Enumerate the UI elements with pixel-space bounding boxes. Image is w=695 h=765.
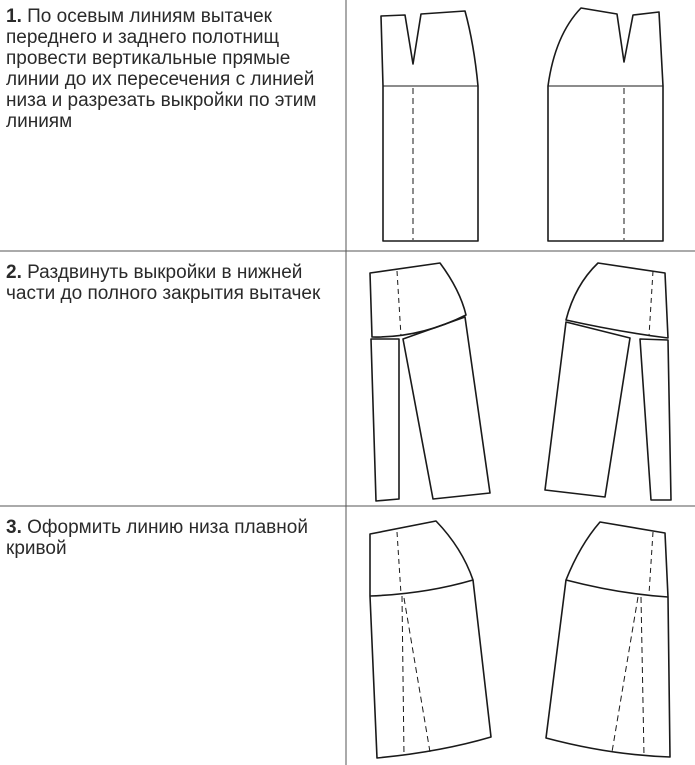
step-1-number: 1. (6, 6, 22, 27)
front-upper-dart-line (397, 271, 401, 336)
back-final-outline (546, 522, 670, 757)
back-final-cut-line-a (612, 597, 638, 752)
step-2-figures (370, 263, 671, 501)
step-2-number: 2. (6, 262, 22, 283)
front-upper-piece (370, 263, 466, 337)
front-final-cut-line-a (402, 596, 404, 756)
front-final-cut-line-b (404, 598, 430, 752)
back-lower-right-strip (640, 339, 671, 500)
front-lower-left-strip (371, 339, 399, 501)
back-panel-outline (548, 8, 663, 241)
step-2-description: Раздвинуть выкройки в нижней части до полного закрытия вытачек (6, 262, 321, 304)
step-3-description: Оформить линию низа плавной кривой (6, 517, 308, 559)
back-final-hip-curve (566, 580, 668, 597)
front-lower-right-strip (403, 317, 490, 499)
front-final-dart-line (397, 532, 401, 594)
back-final-cut-line-b (641, 597, 644, 756)
back-upper-dart-line (649, 271, 653, 336)
step-1-description: По осевым линиям вытачек переднего и заднего полотнищ провести вертикальные прямые линии до их пересечения с линией низа и разрезать выкройки по этим линиям (6, 6, 317, 132)
front-final-hip-curve (370, 580, 473, 596)
back-lower-left-strip (545, 322, 630, 497)
back-final-dart-line (649, 532, 653, 594)
step-3-number: 3. (6, 517, 22, 538)
step-3-figures (370, 521, 670, 758)
front-final-outline (370, 521, 491, 758)
front-panel-outline (381, 11, 478, 241)
step-1-figures (381, 8, 663, 241)
